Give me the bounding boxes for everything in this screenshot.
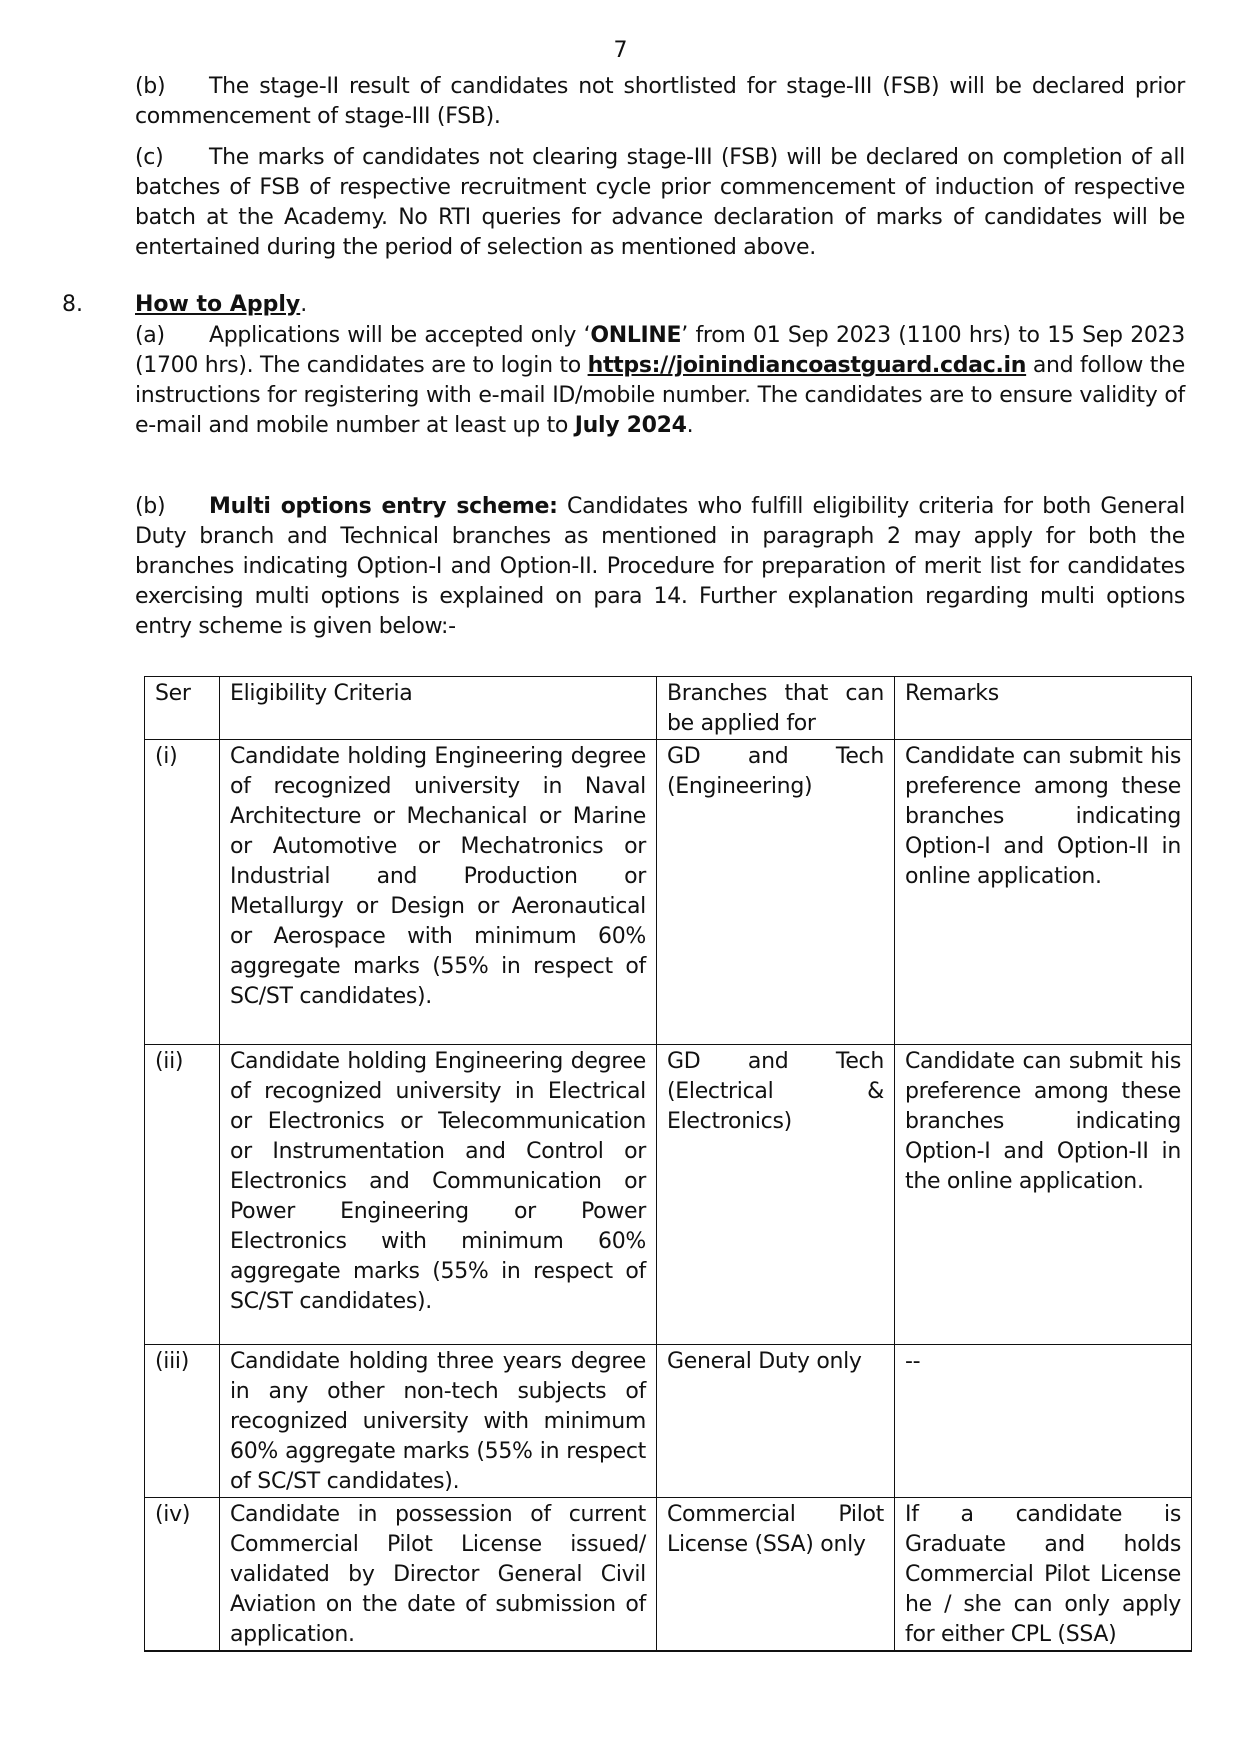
cell-branches: GD and Tech (Electrical & Electronics) [657, 1045, 895, 1345]
cell-criteria: Candidate holding Engineering degree of recognized university in Naval Architecture or Mechanical or Marine or Automotive or Mechatronics or Industrial and Production or Metallurgy or Design or Aeronautical or Aerospace with minimum 60% aggregate marks (55% in respect of SC/ST candidates). [220, 740, 657, 1045]
paragraph-7c [135, 143, 1185, 263]
text-segment: Applications will be accepted only ‘ [209, 323, 591, 348]
paragraph-8b [135, 492, 1185, 642]
table-row [145, 740, 1192, 1045]
cell-remarks: If a candidate is Graduate and holds Commercial Pilot License he / she can only apply for either CPL (SSA) [895, 1498, 1192, 1652]
section-title [135, 290, 307, 320]
cell-branches: Commercial Pilot License (SSA) only [657, 1498, 895, 1652]
page-number: 7 [613, 38, 628, 63]
header-remarks: Remarks [895, 677, 1192, 740]
cell-criteria: Candidate in possession of current Commercial Pilot License issued/ validated by Director General Civil Aviation on the date of submission of application. [220, 1498, 657, 1652]
text-segment: ’ from 01 Sep 2023 (1100 hrs) to 15 Sep 2023 (1700 hrs). The candidates are to login to [135, 323, 1185, 378]
table-row [145, 1498, 1192, 1652]
cell-criteria: Candidate holding three years degree in any other non-tech subjects of recognized university with minimum 60% aggregate marks (55% in respect of SC/ST candidates). [220, 1345, 657, 1498]
paragraph-label: (a) [135, 323, 165, 348]
text-segment: and follow the instructions for registering with e-mail ID/mobile number. The candidates are to ensure validity of e-mail and mobile number at least up to [135, 353, 1185, 438]
cell-branches: GD and Tech (Engineering) [657, 740, 895, 1045]
paragraph-text: The marks of candidates not clearing stage-III (FSB) will be declared on completion of all batches of FSB of respective recruitment cycle prior commencement of induction of respective batch at the Academy. No RTI queries for advance declaration of marks of candidates will be entertained during the period of selection as mentioned above. [135, 145, 1185, 260]
paragraph-7b [135, 72, 1185, 132]
cell-remarks: Candidate can submit his preference among these branches indicating Option-I and Option-II in the online application. [895, 1045, 1192, 1345]
validity-date-emphasis: July 2024 [574, 413, 687, 438]
multi-options-heading: Multi options entry scheme: [209, 494, 558, 519]
cell-criteria: Candidate holding Engineering degree of recognized university in Electrical or Electronics or Telecommunication or Instrumentation and Control or Electronics and Communication or Power Engineering or Power Electronics with minimum 60% aggregate marks (55% in respect of SC/ST candidates). [220, 1045, 657, 1345]
section-number: 8. [62, 292, 83, 317]
section-title-suffix: . [300, 292, 308, 317]
text-segment: . [686, 413, 694, 438]
header-branches: Branches that can be applied for [657, 677, 895, 740]
header-eligibility-criteria: Eligibility Criteria [220, 677, 657, 740]
online-emphasis: ONLINE [590, 323, 682, 348]
section-title-text: How to Apply [135, 292, 301, 317]
cell-ser: (iv) [145, 1498, 220, 1652]
header-ser: Ser [145, 677, 220, 740]
paragraph-8a [135, 321, 1185, 441]
cell-remarks: Candidate can submit his preference among these branches indicating Option-I and Option-II in online application. [895, 740, 1192, 1045]
paragraph-label: (c) [135, 145, 164, 170]
table-row [145, 1345, 1192, 1498]
paragraph-label: (b) [135, 74, 166, 99]
cell-ser: (ii) [145, 1045, 220, 1345]
cell-ser: (i) [145, 740, 220, 1045]
application-portal-link[interactable]: https://joinindiancoastguard.cdac.in [587, 353, 1027, 378]
paragraph-text: Candidates who fulfill eligibility criteria for both General Duty branch and Technical branches as mentioned in paragraph 2 may apply for both the branches indicating Option-I and Option-II. Procedure for preparation of merit list for candidates exercising multi options is explained on para 14. Further explanation regarding multi options entry scheme is given below:- [135, 494, 1185, 639]
cell-branches: General Duty only [657, 1345, 895, 1498]
table-header-row [145, 677, 1192, 740]
cell-remarks: -- [895, 1345, 1192, 1498]
paragraph-label: (b) [135, 494, 166, 519]
eligibility-table [144, 676, 1192, 1652]
cell-ser: (iii) [145, 1345, 220, 1498]
paragraph-text: The stage-II result of candidates not shortlisted for stage-III (FSB) will be declared prior commencement of stage-III (FSB). [135, 74, 1185, 129]
table-row [145, 1045, 1192, 1345]
